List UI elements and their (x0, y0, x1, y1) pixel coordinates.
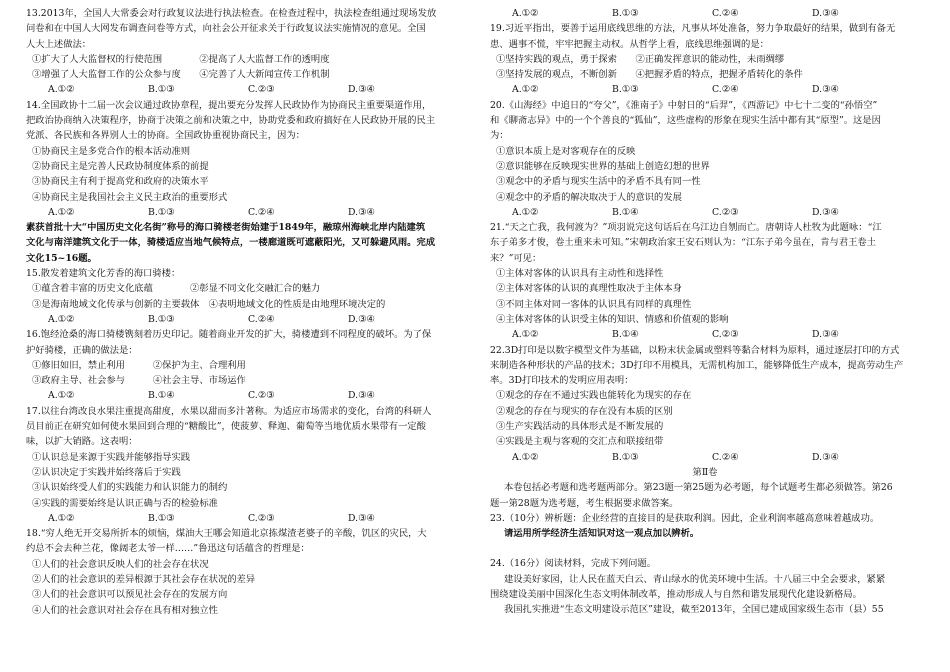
q13-options-1: ①扩大了人大监督权的行使范围 ②提高了人大监督工作的透明度 (32, 53, 330, 65)
question-19 (490, 21, 920, 97)
q18-choices (490, 6, 920, 21)
q14-option-4: ④协商民主是我国社会主义民主政治的重要形式 (32, 191, 228, 203)
choice-a: A.①② (512, 206, 539, 218)
q21-option-2: ②主体对客体的认识的真理性取决于主体本身 (496, 283, 682, 295)
question-24 (490, 556, 920, 617)
choice-c: C.②④ (248, 206, 275, 218)
q21-option-4: ④主体对客体的认识受主体的知识、情感和价值观的影响 (496, 313, 729, 325)
choice-b: B.①③ (612, 8, 639, 19)
q17-option-2: ②认识决定于实践并始终落后于实践 (32, 466, 181, 478)
q24-para2: 我国扎实推进“生态文明建设示范区”建设，截至2013年，全国已建成国家级生态市（县）55 (503, 604, 884, 616)
q20-stem-3: 为： (490, 130, 509, 142)
q14-stem-2: 把政治协商纳入决策程序，协商于决策之前和决策之中，协助党委和政府搞好在人民政协开展的民主 (26, 115, 436, 127)
q22-stem-1: 22.3D打印是以数字模型文件为基础，以粉末状金属或塑料等黏合材料为原料，通过逐层打印的方式 (490, 344, 900, 356)
q15-options-1: ①蕴含着丰富的历史文化底蕴 ②彰显不同文化交融汇合的魅力 (32, 283, 321, 295)
q22-stem-3: 率。3D打印技术的发明应用表明： (490, 375, 634, 387)
q18-option-2: ②人们的社会意识的差异根源于其社会存在状况的差异 (32, 573, 256, 585)
choice-c: C.②④ (712, 451, 739, 463)
material-15-16 (26, 220, 456, 266)
q15-stem: 15.散发着建筑文化芳香的海口骑楼： (26, 268, 181, 280)
choice-c: C.②③ (248, 84, 275, 96)
q13-choices (26, 82, 456, 97)
q22-option-4: ④实践是主观与客观的交汇点和联接纽带 (496, 436, 664, 448)
q21-choices (490, 327, 920, 342)
choice-a: A.①② (512, 84, 539, 96)
material-line-3: 文化15~16题。 (26, 252, 97, 264)
choice-c: C.②④ (712, 8, 739, 19)
question-14 (26, 98, 456, 220)
q16-options-2: ③政府主导、社会参与 ④社会主导、市场运作 (32, 375, 246, 387)
q13-stem-3: 人大上述做法： (26, 38, 92, 50)
choice-b: B.①③ (612, 84, 639, 96)
q17-option-1: ①认识总是来源于实践并能够指导实践 (32, 451, 191, 463)
q19-stem-1: 19.习近平指出，要善于运用底线思维的方法，凡事从坏处准备，努力争取最好的结果，做到有备无 (490, 23, 896, 35)
q21-stem-1: 21.“天之亡我，我何渡为？”项羽说完这句话后在乌江边自刎而亡。唐朝诗人杜牧为此题咏：“江 (490, 222, 882, 234)
choice-b: B.①③ (148, 206, 175, 218)
choice-b: B.①④ (148, 390, 175, 402)
q19-choices (490, 82, 920, 97)
choice-d: D.③④ (348, 390, 375, 402)
choice-d: D.③④ (812, 8, 839, 19)
q18-option-4: ④人们的社会意识对社会存在具有相对独立性 (32, 604, 218, 616)
choice-a: A.①② (48, 390, 75, 402)
choice-c: C.②④ (712, 84, 739, 96)
question-22 (490, 343, 920, 465)
choice-a: A.①② (48, 84, 75, 96)
q23-instruction: 请运用所学经济生活知识对这一观点加以辨析。 (503, 528, 700, 540)
q24-para1-line1: 建设美好家园，让人民在蓝天白云、青山绿水的优美环境中生活。十八届三中全会要求，紧紧 (503, 573, 886, 585)
choice-c: C.②④ (248, 313, 275, 325)
q17-stem-1: 17.以往台湾改良水果注重提高甜度，水果以甜而多汁著称。为适应市场需求的变化，台湾的科研人 (26, 405, 432, 417)
q22-choices (490, 450, 920, 465)
q21-stem-3: 来？”可见： (490, 252, 542, 264)
choice-a: A.①② (48, 206, 75, 218)
question-18 (26, 526, 456, 618)
choice-b: B.①④ (612, 329, 639, 341)
choice-d: D.③④ (348, 313, 375, 325)
q21-option-1: ①主体对客体的认识具有主动性和选择性 (496, 268, 664, 280)
choice-b: B.①③ (148, 313, 175, 325)
part-2-intro-2: 题一第28题为选考题，考生根据要求做答案。 (490, 497, 679, 509)
q20-option-1: ①意识本质上是对客观存在的反映 (496, 145, 636, 157)
q17-stem-3: 味，以扩大销路。这表明： (26, 436, 138, 448)
q20-choices (490, 205, 920, 220)
choice-d: D.③④ (348, 512, 375, 524)
material-line-1: 素获首批十大“中国历史文化名街”称号的海口骑楼老街始建于1849年，融琼州海峡北岸内陆建筑 (26, 222, 426, 234)
q21-stem-2: 东子弟多才俊，卷土重来未可知。”宋朝政治家王安石则认为：“江东子弟今虽在，肯与君王卷土 (490, 237, 877, 249)
q16-choices (26, 388, 456, 403)
answer-space (490, 541, 920, 556)
q18-option-3: ③人们的社会意识可以预见社会存在的发展方向 (32, 589, 228, 601)
question-20 (490, 98, 920, 220)
choice-d: D.③④ (812, 329, 839, 341)
choice-d: D.③④ (812, 84, 839, 96)
q15-options-2: ③是海南地域文化传承与创新的主要载体 ④表明地域文化的性质是由地理环境决定的 (32, 298, 386, 310)
q17-choices (26, 511, 456, 526)
q19-stem-2: 患、遇事不慌，牢牢把握主动权。从哲学上看，底线思维强调的是： (490, 38, 769, 50)
choice-b: B.①④ (612, 206, 639, 218)
q20-stem-2: 和《聊斋志异》中的一个个善良的“狐仙”，这些虚构的形象在现实生活中都有其“原型”。这是因 (490, 115, 881, 127)
q22-option-1: ①观念的存在不通过实践也能转化为现实的存在 (496, 390, 692, 402)
question-23 (490, 511, 920, 557)
choice-a: A.①② (512, 329, 539, 341)
choice-d: D.③④ (348, 84, 375, 96)
q13-options-2: ③增强了人大监督工作的公众参与度 ④完善了人大新闻宣传工作机制 (32, 69, 330, 81)
q17-option-4: ④实践的需要始终是认识正确与否的检验标准 (32, 497, 218, 509)
choice-d: D.③④ (348, 206, 375, 218)
choice-b: B.①③ (148, 84, 175, 96)
q22-option-2: ②观念的存在与现实的存在没有本质的区别 (496, 405, 673, 417)
choice-a: A.①② (512, 8, 539, 19)
q22-option-3: ③生产实践活动的具体形式是不断发展的 (496, 421, 664, 433)
right-column (490, 6, 920, 672)
material-line-2: 文化与南洋建筑文化于一体，骑楼适应当地气候特点，一楼廊道既可遮蔽阳光，又可躲避风雨。完成 (26, 237, 436, 249)
q21-option-3: ③不同主体对同一客体的认识具有同样的真理性 (496, 298, 692, 310)
question-16 (26, 327, 456, 403)
choice-d: D.③④ (812, 451, 839, 463)
choice-b: B.①③ (612, 451, 639, 463)
q16-stem-1: 16.饱经沧桑的海口骑楼镌刻着历史印记。随着商业开发的扩大，骑楼遭到不同程度的破坏。为了保 (26, 329, 432, 341)
choice-a: A.①② (512, 451, 539, 463)
choice-c: C.②③ (248, 512, 275, 524)
q16-stem-2: 护好骑楼，正确的做法是： (26, 344, 138, 356)
q18-stem-1: 18.“穷人绝无开交易所折本的烦恼，煤油大王哪会知道北京拣煤渣老婆子的辛酸，饥区的灾民，大 (26, 528, 427, 540)
q23-stem: 23.（10分）辨析题：企业经营的直接目的是获取利润。因此，企业利润率越高意味着越成功。 (490, 512, 880, 524)
q14-stem-3: 党派、各民族和各界别人士的协商。全国政协重视协商民主，因为： (26, 130, 305, 142)
q22-stem-2: 来制造各种形状的产品的技术；3D打印不用模具，无需机构加工，能够降低生产成本，提高劳动生产 (490, 359, 904, 371)
choice-a: A.①② (48, 313, 75, 325)
choice-a: A.①② (48, 512, 75, 524)
q19-options-1: ①坚持实践的观点，勇于探索 ②正确发挥意识的能动性，未雨绸缪 (496, 53, 785, 65)
q20-stem-1: 20.《山海经》中追日的“夸父”，《淮南子》中射日的“后羿”，《西游记》中七十二变的“孙悟空” (490, 99, 878, 111)
q13-stem-1: 13.2013年，全国人大常委会对行政复议法进行执法检查。在检查过程中，执法检查组通过现场发放 (26, 8, 437, 19)
part-2-intro-1: 本卷包括必考题和选考题两部分。第23题一第25题为必考题，每个试题考生都必须做答。第26 (503, 482, 893, 494)
question-17 (26, 404, 456, 526)
question-15 (26, 266, 456, 327)
q14-option-1: ①协商民主是多党合作的根本活动准则 (32, 145, 191, 157)
choice-d: D.③④ (812, 206, 839, 218)
choice-b: B.①③ (148, 512, 175, 524)
q18-stem-2: 约总不会去种兰花，像阔老太爷一样……”鲁迅这句话蕴含的哲理是： (26, 543, 310, 555)
choice-c: C.②③ (712, 329, 739, 341)
q17-stem-2: 员目前正在研究如何使水果回到合理的“糖酸比”，使菠萝、释迦、葡萄等当地优质水果带有一定酸 (26, 421, 426, 433)
left-column (26, 6, 456, 672)
question-13 (26, 6, 456, 98)
q17-option-3: ③认识始终受人们的实践能力和认识能力的制约 (32, 482, 228, 494)
q14-option-3: ③协商民主有利于提高党和政府的决策水平 (32, 176, 209, 188)
choice-c: C.②③ (248, 390, 275, 402)
question-21 (490, 220, 920, 342)
q15-choices (26, 312, 456, 327)
choice-c: C.②③ (712, 206, 739, 218)
q20-option-4: ④观念中的矛盾的解决取决于人的意识的发展 (496, 191, 682, 203)
q13-stem-2: 问卷和在中国人大网发布调查问卷等方式，向社会公开征求关于行政复议法实施情况的意见。全国 (26, 23, 426, 35)
q24-stem: 24.（16分）阅读材料，完成下列问题。 (490, 558, 657, 570)
q14-choices (26, 205, 456, 220)
q18-option-1: ①人们的社会意识反映人们的社会存在状况 (32, 558, 209, 570)
q19-options-2: ③坚持发展的观点，不断创新 ④把握矛盾的特点，把握矛盾转化的条件 (496, 69, 803, 81)
q16-options-1: ①修旧如旧，禁止利用 ②保护为主、合理利用 (32, 359, 246, 371)
q24-para1-line2: 围绕建设美丽中国深化生态文明体制改革，推动形成人与自然和谐发展现代化建设新格局。 (490, 588, 862, 600)
q14-stem-1: 14.全国政协十二届一次会议通过政协章程，提出要充分发挥人民政协作为协商民主重要渠道作用， (26, 99, 432, 111)
q14-option-2: ②协商民主是完善人民政协制度体系的前提 (32, 160, 209, 172)
q20-option-3: ③观念中的矛盾与现实生活中的矛盾不具有同一性 (496, 176, 701, 188)
part-2-heading: 第Ⅱ卷 (692, 466, 718, 478)
q20-option-2: ②意识能够在反映现实世界的基础上创造幻想的世界 (496, 160, 710, 172)
